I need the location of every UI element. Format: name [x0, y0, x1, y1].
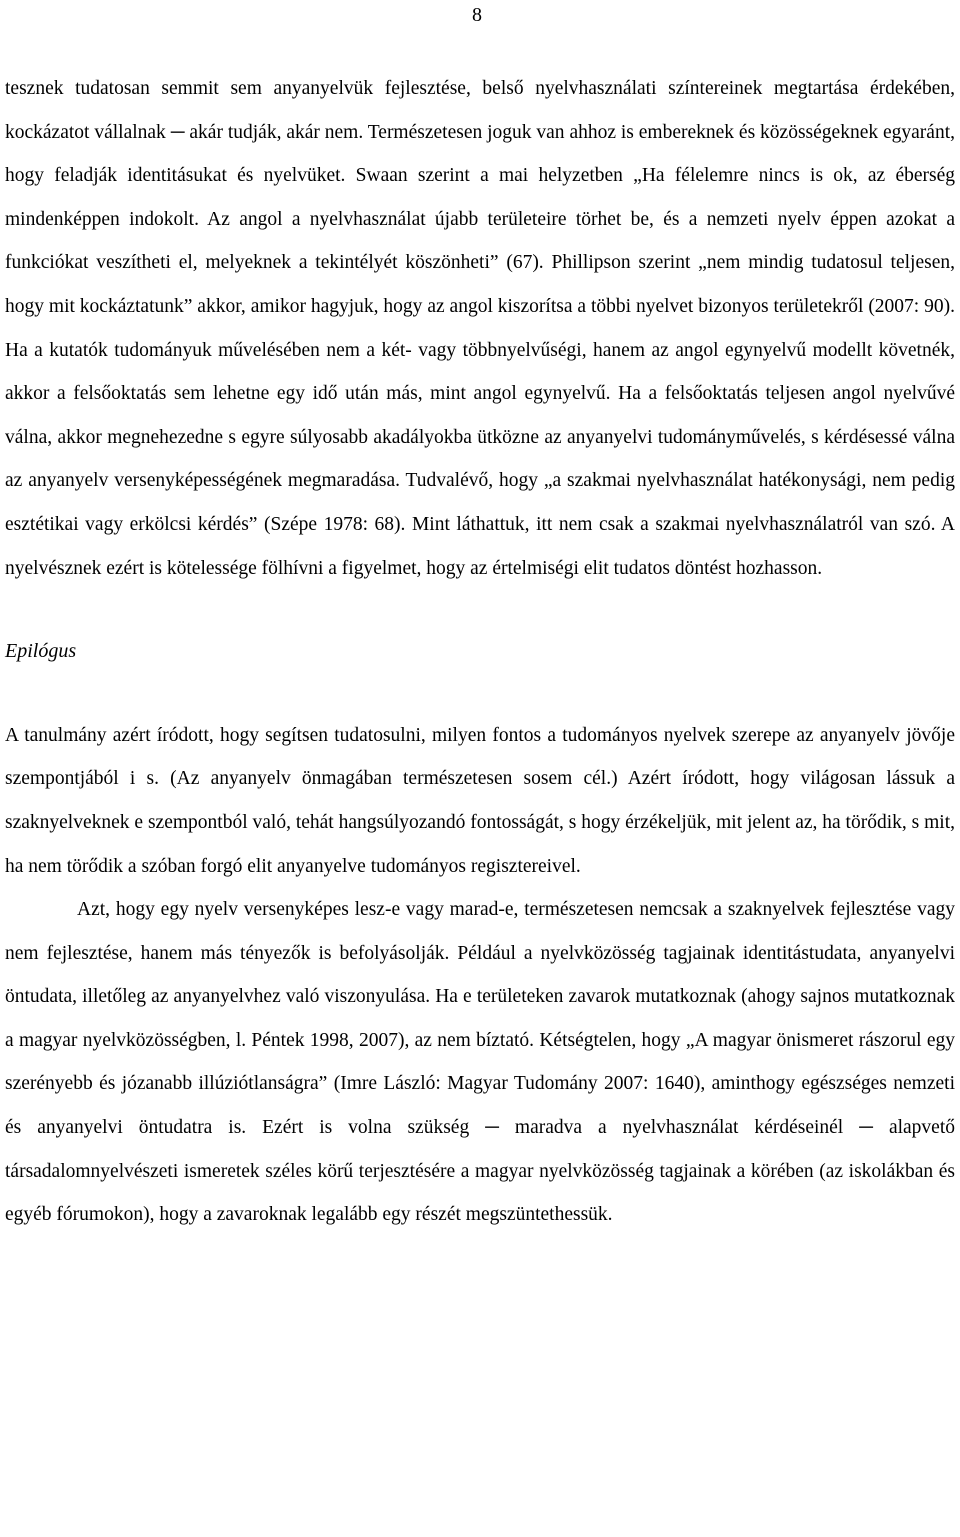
document-body	[5, 67, 955, 1237]
body-paragraph: A tanulmány azért íródott, hogy segítsen tudatosulni, milyen fontos a tudományos nyelvek szerepe az anyanyelv jövője szempontjából i s. (Az anyanyelv önmagában természetesen sosem cél.) Azért íródott, hogy világosan lássuk a szaknyelveknek e szempontból való, tehát hangsúlyozandó fontosságát, s hogy érzékeljük, mit jelent az, ha törődik, s mit, ha nem törődik a szóban forgó elit anyanyelve tudományos regisztereivel.	[5, 724, 955, 877]
body-paragraph: tesznek tudatosan semmit sem anyanyelvük fejlesztése, belső nyelvhasználati színtereinek megtartása érdekében, kockázatot vállalnak ─ akár tudják, akár nem. Természetesen joguk van ahhoz is embereknek és közösségeknek egyaránt, hogy feladják identitásukat és nyelvüket. Swaan szerint a mai helyzetben „Ha félelemre nincs is ok, az éberség mindenképpen indokolt. Az angol a nyelvhasználat újabb területeire törhet be, és a nemzeti nyelv éppen azokat a funkciókat veszítheti el, melyeknek a tekintélyét köszönheti” (67). Phillipson szerint „nem mindig tudatosul teljesen, hogy mit kockáztatunk” akkor, amikor hagyjuk, hogy az angol kiszorítsa a többi nyelvet bizonyos területekről (2007: 90). Ha a kutatók tudományuk művelésében nem a két- vagy többnyelvűségi, hanem az angol egynyelvű modellt követnék, akkor a felsőoktatás sem lehetne egy idő után más, mint angol egynyelvű. Ha a felsőoktatás teljesen angol nyelvűvé válna, akkor megnehezedne s egyre súlyosabb akadályokba ütközne az anyanyelvi tudományművelés, s kérdésessé válna az anyanyelv versenyképességének megmaradása. Tudvalévő, hogy „a szakmai nyelvhasználat hatékonysági, nem pedig esztétikai vagy erkölcsi kérdés” (Szépe 1978: 68). Mint láthattuk, itt nem csak a szakmai nyelvhasználatról van szó. A nyelvésznek ezért is kötelessége fölhívni a figyelmet, hogy az értelmiségi elit tudatos döntést hozhasson.	[5, 78, 955, 579]
body-paragraph: Azt, hogy egy nyelv versenyképes lesz-e vagy marad-e, természetesen nemcsak a szaknyelvek fejlesztése vagy nem fejlesztése, hanem más tényezők is befolyásolják. Például a nyelvközösség tagjainak identitástudata, anyanyelvi öntudata, illetőleg az anyanyelvhez való viszonyulása. Ha e területeken zavarok mutatkoznak (ahogy sajnos mutatkoznak a magyar nyelvközösségben, l. Péntek 1998, 2007), az nem bíztató. Kétségtelen, hogy „A magyar önismeret rászorul egy szerényebb és józanabb illúziótlanságra” (Imre László: Magyar Tudomány 2007: 1640), aminthogy egészséges nemzeti és anyanyelvi öntudatra is. Ezért is volna szükség ─ maradva a nyelvhasználat kérdéseinél ─ alapvető társadalomnyelvészeti ismeretek széles körű terjesztésére a magyar nyelvközösség tagjainak a körében (az iskolákban és egyéb fórumokon), hogy a zavaroknak legalább egy részét megszüntethessük.	[5, 899, 955, 1226]
section-heading: Epilógus	[5, 640, 77, 663]
page-number: 8	[472, 4, 482, 26]
